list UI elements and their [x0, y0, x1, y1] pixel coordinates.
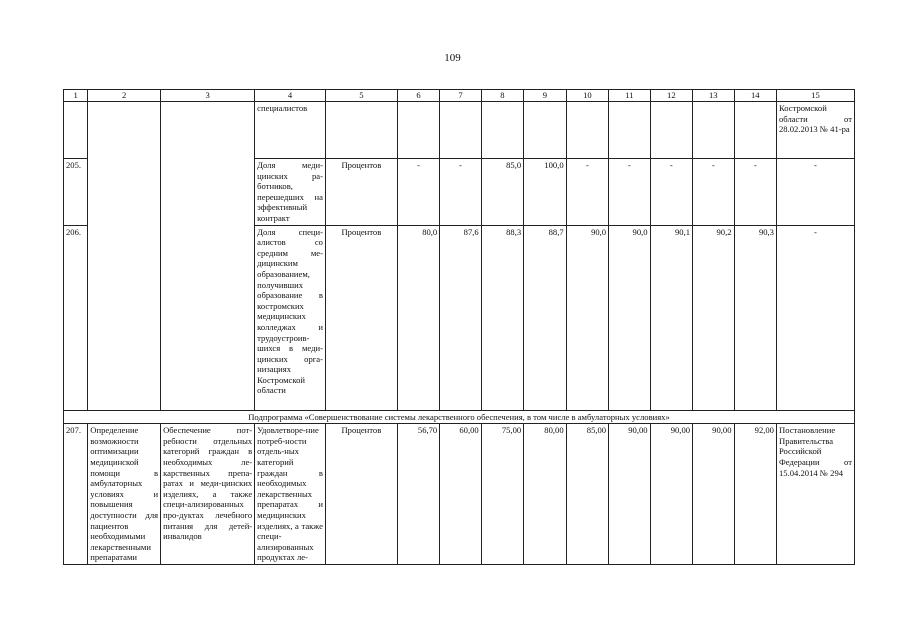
- value-cell: 90,00: [650, 424, 692, 565]
- indicator-cell: Доля специ-алистов со средним ме-дицинским образованием, получивших образование в костромских медицинских колледжах и трудоустроив-шихся в меди-цинских орга-низациях Костромской области: [255, 225, 326, 410]
- measure-cell: Определение возможности оптимизации медицинской помощи в амбулаторных условиях и повышения доступности для пациентов необходимыми лекарственными препаратами: [88, 424, 161, 565]
- unit-cell: Процентов: [325, 159, 397, 226]
- indicator-cell: Доля меди-цинских ра-ботников, перешедших на эффективный контракт: [255, 159, 326, 226]
- column-number: 6: [397, 90, 439, 102]
- value-cell: 88,7: [524, 225, 566, 410]
- value-cell: 85,00: [566, 424, 608, 565]
- column-number: 12: [650, 90, 692, 102]
- value-cell: 87,6: [440, 225, 481, 410]
- row-id: 206.: [64, 225, 88, 410]
- column-number: 15: [776, 90, 854, 102]
- value-cell: 60,00: [440, 424, 481, 565]
- value-cell: -: [397, 159, 439, 226]
- basis-cell: Постановление Правительства Российской Федерации от 15.04.2014 № 294: [776, 424, 854, 565]
- value-cell: -: [609, 159, 650, 226]
- value-cell: [609, 102, 650, 159]
- value-cell: [397, 102, 439, 159]
- value-cell: 90,0: [566, 225, 608, 410]
- value-cell: -: [566, 159, 608, 226]
- row-id: 205.: [64, 159, 88, 226]
- column-number: 10: [566, 90, 608, 102]
- value-cell: 56,70: [397, 424, 439, 565]
- column-number: 3: [161, 90, 255, 102]
- indicator-cell: Удовлетворе-ние потреб-ности отдель-ных категорий граждан в необходимых лекарственных препаратах и медицинских изделиях, а также специ-ализированных продуктах ле-: [255, 424, 326, 565]
- value-cell: 90,0: [609, 225, 650, 410]
- value-cell: 90,2: [693, 225, 734, 410]
- page-number: 109: [444, 52, 461, 64]
- basis-cell: Костромской области от 28.02.2013 № 41-ра: [776, 102, 854, 159]
- value-cell: 75,00: [481, 424, 523, 565]
- value-cell: 88,3: [481, 225, 523, 410]
- column-number: 4: [255, 90, 326, 102]
- indicator-cell: специалистов: [255, 102, 326, 159]
- table-row: [64, 102, 855, 159]
- value-cell: 92,00: [734, 424, 776, 565]
- unit-cell: [325, 102, 397, 159]
- column-number-row: [64, 90, 855, 102]
- value-cell: [734, 102, 776, 159]
- column-number: 1: [64, 90, 88, 102]
- value-cell: -: [440, 159, 481, 226]
- value-cell: [566, 102, 608, 159]
- basis-cell: -: [776, 225, 854, 410]
- task-cell: [161, 102, 255, 411]
- value-cell: [650, 102, 692, 159]
- task-cell: Обеспечение пот-ребности отдельных категорий граждан в необходимых ле-карственных препа-ратах и меди-цинских изделиях, а также специ-ализированных про-дуктах лечебного питания для детей-инвалидов: [161, 424, 255, 565]
- column-number: 8: [481, 90, 523, 102]
- table-row: [64, 424, 855, 565]
- row-id: 207.: [64, 424, 88, 565]
- value-cell: 80,00: [524, 424, 566, 565]
- value-cell: 90,1: [650, 225, 692, 410]
- measure-cell: [88, 102, 161, 411]
- value-cell: 100,0: [524, 159, 566, 226]
- basis-cell: -: [776, 159, 854, 226]
- column-number: 2: [88, 90, 161, 102]
- column-number: 13: [693, 90, 734, 102]
- value-cell: 90,00: [693, 424, 734, 565]
- value-cell: [524, 102, 566, 159]
- value-cell: -: [693, 159, 734, 226]
- subprogram-title: Подпрограмма «Совершенствование системы лекарственного обеспечения, в том числе в амбулаторных условиях»: [64, 410, 855, 424]
- value-cell: [481, 102, 523, 159]
- value-cell: 85,0: [481, 159, 523, 226]
- row-id: [64, 102, 88, 159]
- unit-cell: Процентов: [325, 424, 397, 565]
- column-number: 5: [325, 90, 397, 102]
- value-cell: 90,3: [734, 225, 776, 410]
- value-cell: -: [734, 159, 776, 226]
- column-number: 14: [734, 90, 776, 102]
- value-cell: 80,0: [397, 225, 439, 410]
- column-number: 11: [609, 90, 650, 102]
- column-number: 7: [440, 90, 481, 102]
- subprogram-row: [64, 410, 855, 424]
- column-number: 9: [524, 90, 566, 102]
- value-cell: 90,00: [609, 424, 650, 565]
- value-cell: [693, 102, 734, 159]
- unit-cell: Процентов: [325, 225, 397, 410]
- value-cell: [440, 102, 481, 159]
- indicators-table: [63, 89, 855, 565]
- value-cell: -: [650, 159, 692, 226]
